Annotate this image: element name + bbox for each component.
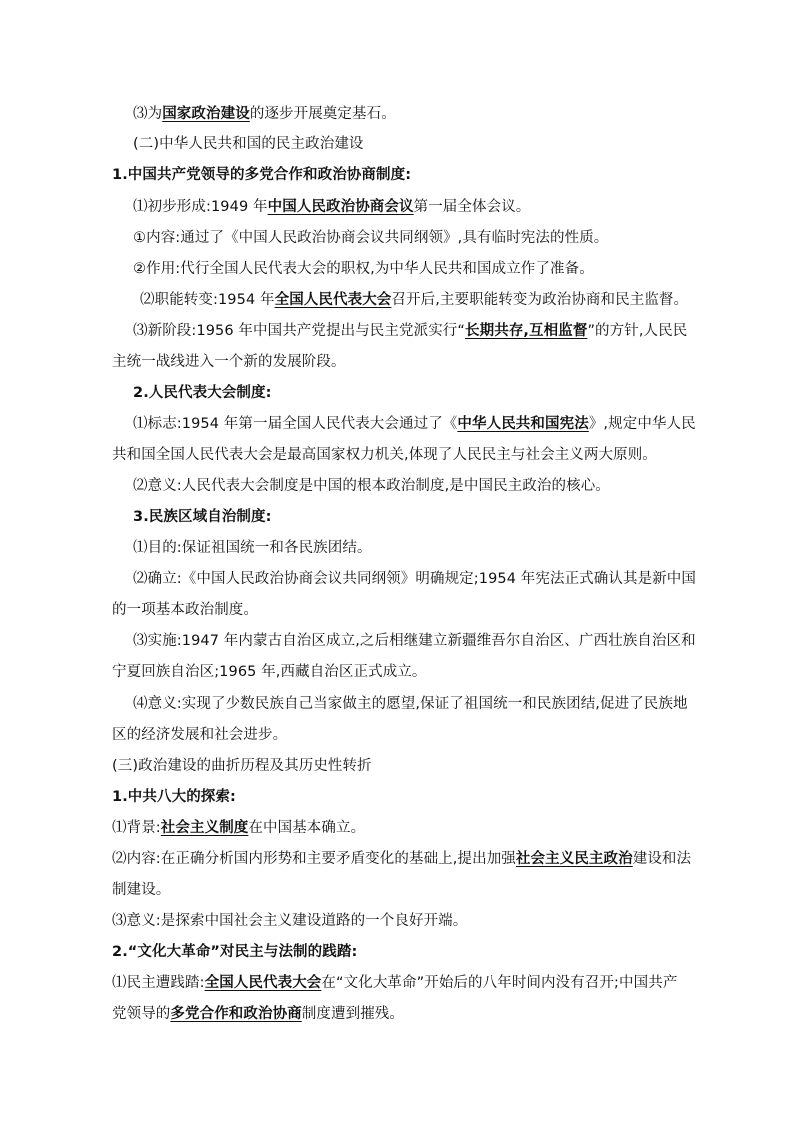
key-term: 全国人民代表大会 bbox=[274, 292, 392, 308]
line-text: ⑵内容:在正确分析国内形势和主要矛盾变化的基础上,提出加强 bbox=[112, 851, 516, 867]
line-9: 主统一战线进入一个新的发展阶段。 bbox=[112, 354, 346, 370]
line-text: 建设和法 bbox=[632, 851, 692, 867]
key-term: 多党合作和政治协商 bbox=[170, 1006, 302, 1022]
line-6: ②作用:代行全国人民代表大会的职权,为中华人民共和国成立作了准备。 bbox=[133, 261, 594, 277]
line-27: ⑶意义:是探索中国社会主义建设道路的一个良好开端。 bbox=[112, 913, 468, 929]
line-29 bbox=[112, 972, 677, 994]
key-term: 社会主义民主政治 bbox=[515, 851, 633, 867]
subsection-heading-2: 2.人民代表大会制度: bbox=[133, 385, 272, 401]
line-text: ⑵职能转变:1954 年 bbox=[140, 292, 275, 308]
line-19: 宁夏回族自治区;1965 年,西藏自治区正式成立。 bbox=[112, 664, 427, 680]
line-text: 制度遭到摧残。 bbox=[301, 1006, 405, 1022]
subsection-heading-1: 1.中国共产党领导的多党合作和政治协商制度: bbox=[112, 167, 412, 183]
line-text: 》,规定中华人民 bbox=[588, 416, 696, 432]
line-text: ”的方针,人民民 bbox=[587, 323, 688, 339]
line-11 bbox=[133, 413, 696, 435]
line-text: ⑴民主遭践踏: bbox=[112, 975, 205, 991]
section-heading-2: (二)中华人民共和国的民主政治建设 bbox=[133, 136, 364, 152]
line-12: 共和国全国人民代表大会是最高国家权力机关,体现了人民民主与社会主义两大原则。 bbox=[112, 447, 657, 463]
subsection-heading-4: 1.中共八大的探索: bbox=[112, 789, 236, 805]
line-text: 召开后,主要职能转变为政治协商和民主监督。 bbox=[391, 292, 689, 308]
subsection-heading-5: 2.“文化大革命”对民主与法制的践踏: bbox=[112, 944, 358, 960]
key-term: 全国人民代表大会 bbox=[204, 975, 322, 991]
line-4 bbox=[133, 196, 530, 218]
line-18: ⑶实施:1947 年内蒙古自治区成立,之后相继建立新疆维吾尔自治区、广西壮族自治区和 bbox=[133, 633, 696, 649]
line-26: 制建设。 bbox=[112, 882, 171, 898]
line-16: ⑵确立:《中国人民政治协商会议共同纲领》明确规定;1954 年宪法正式确认其是新中国 bbox=[133, 571, 696, 587]
line-13: ⑵意义:人民代表大会制度是中国的根本政治制度,是中国民主政治的核心。 bbox=[133, 478, 610, 494]
section-heading-3: (三)政治建设的曲折历程及其历史性转折 bbox=[112, 758, 372, 774]
line-text: 党领导的 bbox=[112, 1006, 171, 1022]
key-term: 社会主义制度 bbox=[160, 820, 249, 836]
line-15: ⑴目的:保证祖国统一和各民族团结。 bbox=[133, 540, 372, 556]
line-text: 在“文化大革命”开始后的八年时间内没有召开;中国共产 bbox=[321, 975, 678, 991]
line-text: ⑶为 bbox=[133, 106, 163, 122]
line-25 bbox=[112, 848, 691, 870]
line-24 bbox=[112, 817, 365, 839]
line-text: ⑴背景: bbox=[112, 820, 161, 836]
key-term: 中国人民政治协商会议 bbox=[267, 199, 414, 215]
line-7 bbox=[140, 289, 688, 311]
key-term: 长期共存,互相监督 bbox=[465, 323, 588, 339]
line-text: ⑴标志:1954 年第一届全国人民代表大会通过了《 bbox=[133, 416, 458, 432]
line-text: 在中国基本确立。 bbox=[248, 820, 366, 836]
line-21: 区的经济发展和社会进步。 bbox=[112, 727, 288, 743]
line-17: 的一项基本政治制度。 bbox=[112, 602, 258, 618]
line-1 bbox=[133, 103, 396, 125]
line-text: ⑶新阶段:1956 年中国共产党提出与民主党派实行“ bbox=[133, 323, 466, 339]
line-30 bbox=[112, 1003, 404, 1025]
line-5: ①内容:通过了《中国人民政治协商会议共同纲领》,具有临时宪法的性质。 bbox=[133, 230, 609, 246]
line-text: 第一届全体会议。 bbox=[413, 199, 531, 215]
line-text: ⑴初步形成:1949 年 bbox=[133, 199, 268, 215]
line-20: ⑷意义:实现了少数民族自己当家做主的愿望,保证了祖国统一和民族团结,促进了民族地 bbox=[133, 696, 688, 712]
key-term: 国家政治建设 bbox=[162, 106, 250, 122]
line-text: 的逐步开展奠定基石。 bbox=[249, 106, 396, 122]
subsection-heading-3: 3.民族区域自治制度: bbox=[133, 509, 272, 525]
key-term: 中华人民共和国宪法 bbox=[457, 416, 589, 432]
line-8 bbox=[133, 320, 687, 342]
